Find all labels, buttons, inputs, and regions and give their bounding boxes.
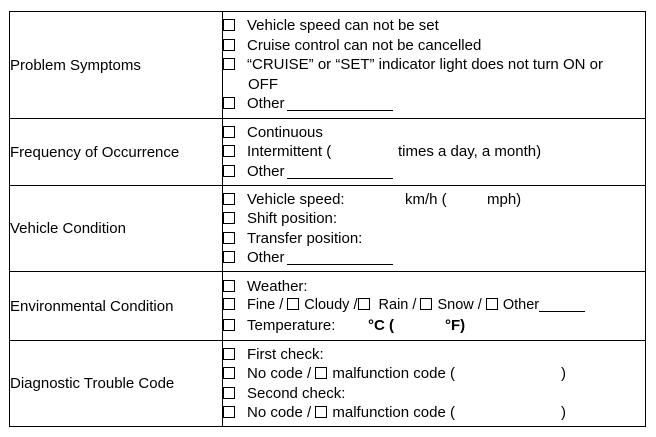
checkbox[interactable] (223, 232, 235, 244)
option-line (223, 296, 645, 316)
row-label: Vehicle Condition (10, 186, 223, 272)
option-line (223, 248, 645, 268)
option-line (223, 364, 645, 384)
checkbox[interactable] (223, 19, 235, 31)
option-label: First check: (247, 345, 324, 363)
option-label: ) (561, 365, 566, 382)
option-line (223, 94, 645, 114)
option-label: ) (561, 404, 566, 421)
option-label: Vehicle speed: (247, 190, 345, 208)
options-cell (223, 272, 646, 341)
row-environmental-condition (10, 272, 646, 341)
option-label: Other (247, 162, 285, 180)
option-label: Cloudy / (304, 297, 358, 314)
options-cell (223, 186, 646, 272)
option-line (223, 316, 645, 336)
option-label: km/h ( (405, 190, 447, 208)
option-label: Transfer position: (247, 229, 363, 247)
row-frequency (10, 119, 646, 186)
checkbox[interactable] (223, 212, 235, 224)
option-label: times a day, a month) (398, 143, 542, 161)
option-label: No code / (247, 365, 312, 382)
option-label: Intermittent ( (247, 143, 332, 161)
checkbox[interactable] (223, 319, 235, 331)
option-label: Cruise control can not be cancelled (247, 36, 482, 54)
checkbox[interactable] (223, 387, 235, 399)
checkbox[interactable] (223, 251, 235, 263)
questionnaire-table (9, 11, 646, 427)
option-line (223, 384, 645, 404)
checkbox[interactable] (315, 406, 327, 418)
fill-in-blank[interactable] (287, 98, 393, 111)
options-cell (223, 119, 646, 186)
options-cell (223, 341, 646, 427)
checkbox[interactable] (223, 298, 235, 310)
option-line (223, 55, 645, 94)
row-vehicle-condition (10, 186, 646, 272)
checkbox[interactable] (420, 298, 432, 310)
row-label: Problem Symptoms (10, 12, 223, 119)
checkbox[interactable] (223, 367, 235, 379)
option-label: °C ( (368, 316, 394, 334)
option-line (223, 277, 645, 297)
option-line (223, 209, 645, 229)
checkbox[interactable] (223, 406, 235, 418)
checkbox[interactable] (223, 145, 235, 157)
checkbox[interactable] (358, 298, 370, 310)
option-line (223, 190, 645, 210)
row-label: Diagnostic Trouble Code (10, 341, 223, 427)
option-label: Other (502, 297, 540, 314)
option-line (223, 142, 645, 162)
option-line (223, 403, 645, 423)
option-label: malfunction code ( (332, 365, 455, 382)
row-label: Frequency of Occurrence (10, 119, 223, 186)
checkbox[interactable] (315, 367, 327, 379)
checkbox[interactable] (223, 97, 235, 109)
checkbox[interactable] (223, 165, 235, 177)
checkbox[interactable] (223, 126, 235, 138)
option-label: Rain / (378, 297, 417, 314)
option-label: Shift position: (247, 210, 338, 227)
option-label: °F) (445, 316, 466, 334)
option-label: Vehicle speed can not be set (247, 17, 439, 35)
option-line (223, 229, 645, 249)
option-label: Other (247, 95, 285, 113)
fill-in-blank[interactable] (287, 252, 393, 265)
row-diagnostic-trouble-code (10, 341, 646, 427)
option-line (223, 16, 645, 36)
checkbox[interactable] (223, 348, 235, 360)
option-label: Fine / (247, 297, 284, 314)
row-problem-symptoms (10, 12, 646, 119)
option-label: Other (247, 249, 285, 266)
row-label: Environmental Condition (10, 272, 223, 341)
option-label: Weather: (247, 277, 308, 295)
option-label: Second check: (247, 384, 346, 402)
options-cell (223, 12, 646, 119)
option-line (223, 36, 645, 56)
option-label: malfunction code ( (332, 404, 455, 421)
option-line (223, 345, 645, 365)
checkbox[interactable] (223, 280, 235, 292)
option-line (223, 162, 645, 182)
option-line (223, 123, 645, 143)
checkbox[interactable] (486, 298, 498, 310)
fill-in-blank[interactable] (539, 299, 585, 312)
fill-in-blank[interactable] (287, 166, 393, 179)
option-label: mph) (487, 190, 522, 208)
option-label: “CRUISE” or “SET” indicator light does not turn ON or OFF (247, 56, 603, 93)
option-label: Continuous (247, 123, 323, 141)
checkbox[interactable] (223, 193, 235, 205)
checkbox[interactable] (223, 39, 235, 51)
option-label: No code / (247, 404, 312, 421)
option-label: Snow / (437, 297, 482, 314)
checkbox[interactable] (223, 58, 235, 70)
option-label: Temperature: (247, 316, 336, 334)
checkbox[interactable] (287, 298, 299, 310)
